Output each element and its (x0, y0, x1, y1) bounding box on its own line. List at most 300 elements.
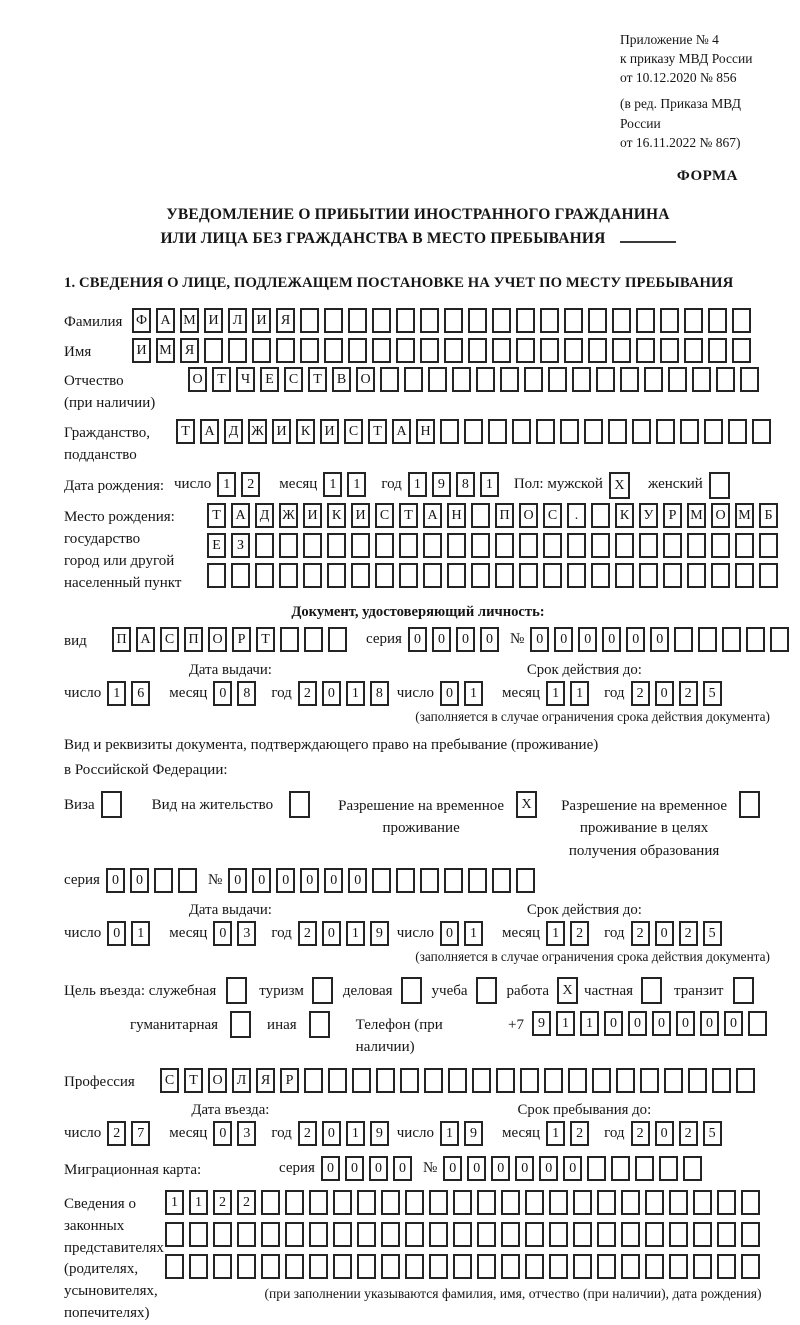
res-issue-month-boxes[interactable] (213, 921, 261, 946)
char-box[interactable]: Т (399, 503, 418, 528)
name-boxes[interactable] (132, 338, 756, 363)
char-box[interactable] (357, 1222, 376, 1247)
char-box[interactable]: 0 (578, 627, 597, 652)
char-box[interactable] (488, 419, 507, 444)
char-box[interactable]: 1 (217, 472, 236, 497)
char-box[interactable]: 0 (563, 1156, 582, 1181)
char-box[interactable] (492, 338, 511, 363)
male-checkbox[interactable] (609, 472, 630, 499)
char-box[interactable]: 8 (237, 681, 256, 706)
char-box[interactable] (261, 1190, 280, 1215)
char-box[interactable] (688, 1068, 707, 1093)
char-box[interactable] (351, 563, 370, 588)
char-box[interactable] (380, 367, 399, 392)
char-box[interactable]: Т (256, 627, 275, 652)
char-box[interactable] (231, 563, 250, 588)
char-box[interactable]: 9 (532, 1011, 551, 1036)
char-box[interactable] (659, 1156, 678, 1181)
char-box[interactable] (420, 338, 439, 363)
char-box[interactable] (568, 1068, 587, 1093)
purpose-official-checkbox[interactable] (226, 977, 247, 1004)
char-box[interactable]: 0 (655, 1121, 674, 1146)
char-box[interactable] (669, 1254, 688, 1279)
char-box[interactable] (693, 1190, 712, 1215)
char-box[interactable] (588, 308, 607, 333)
char-box[interactable] (500, 367, 519, 392)
doc-type-boxes[interactable] (112, 627, 352, 652)
char-box[interactable]: М (735, 503, 754, 528)
char-box[interactable] (285, 1254, 304, 1279)
birth-year-boxes[interactable] (408, 472, 504, 497)
char-box[interactable] (165, 1222, 184, 1247)
char-box[interactable] (101, 791, 122, 818)
char-box[interactable] (189, 1254, 208, 1279)
char-box[interactable] (280, 627, 299, 652)
mig-number-boxes[interactable] (443, 1156, 707, 1181)
char-box[interactable]: 1 (440, 1121, 459, 1146)
char-box[interactable] (213, 1222, 232, 1247)
char-box[interactable] (733, 977, 754, 1004)
char-box[interactable] (664, 1068, 683, 1093)
char-box[interactable] (501, 1190, 520, 1215)
char-box[interactable] (309, 1222, 328, 1247)
char-box[interactable]: 0 (276, 868, 295, 893)
char-box[interactable]: 0 (345, 1156, 364, 1181)
char-box[interactable]: А (136, 627, 155, 652)
id-number-boxes[interactable] (530, 627, 794, 652)
char-box[interactable] (516, 868, 535, 893)
char-box[interactable]: И (351, 503, 370, 528)
res-series-boxes[interactable] (106, 868, 202, 893)
char-box[interactable]: 2 (107, 1121, 126, 1146)
char-box[interactable]: 9 (464, 1121, 483, 1146)
char-box[interactable] (309, 1011, 330, 1038)
char-box[interactable]: Б (759, 503, 778, 528)
char-box[interactable]: Т (308, 367, 327, 392)
char-box[interactable] (759, 563, 778, 588)
char-box[interactable]: 0 (700, 1011, 719, 1036)
char-box[interactable]: 3 (237, 1121, 256, 1146)
char-box[interactable] (255, 563, 274, 588)
char-box[interactable]: 2 (570, 1121, 589, 1146)
char-box[interactable] (524, 367, 543, 392)
char-box[interactable] (237, 1222, 256, 1247)
char-box[interactable]: Н (447, 503, 466, 528)
char-box[interactable] (549, 1222, 568, 1247)
char-box[interactable] (645, 1190, 664, 1215)
char-box[interactable] (669, 1190, 688, 1215)
char-box[interactable] (405, 1222, 424, 1247)
id-valid-year-boxes[interactable] (631, 681, 727, 706)
char-box[interactable] (207, 563, 226, 588)
char-box[interactable] (645, 1222, 664, 1247)
char-box[interactable] (396, 868, 415, 893)
char-box[interactable] (405, 1190, 424, 1215)
char-box[interactable]: П (184, 627, 203, 652)
char-box[interactable] (741, 1222, 760, 1247)
char-box[interactable]: 1 (556, 1011, 575, 1036)
char-box[interactable] (396, 308, 415, 333)
char-box[interactable] (621, 1222, 640, 1247)
char-box[interactable]: 2 (631, 1121, 650, 1146)
char-box[interactable] (327, 533, 346, 558)
char-box[interactable]: 0 (252, 868, 271, 893)
char-box[interactable] (381, 1190, 400, 1215)
char-box[interactable] (709, 472, 730, 499)
char-box[interactable]: 1 (570, 681, 589, 706)
char-box[interactable]: 0 (652, 1011, 671, 1036)
char-box[interactable] (639, 563, 658, 588)
char-box[interactable] (468, 308, 487, 333)
char-box[interactable]: Р (663, 503, 682, 528)
char-box[interactable]: 2 (213, 1190, 232, 1215)
char-box[interactable] (770, 627, 789, 652)
char-box[interactable]: 0 (228, 868, 247, 893)
char-box[interactable]: 1 (546, 681, 565, 706)
legal-rep-row2[interactable] (165, 1222, 765, 1247)
char-box[interactable]: 0 (321, 1156, 340, 1181)
char-box[interactable]: Р (232, 627, 251, 652)
purpose-private-checkbox[interactable] (641, 977, 662, 1004)
char-box[interactable] (477, 1190, 496, 1215)
char-box[interactable]: 6 (131, 681, 150, 706)
char-box[interactable] (759, 533, 778, 558)
char-box[interactable]: X (609, 472, 630, 499)
char-box[interactable]: 0 (539, 1156, 558, 1181)
char-box[interactable] (663, 533, 682, 558)
birth-place-row3[interactable] (207, 563, 783, 588)
char-box[interactable]: Я (256, 1068, 275, 1093)
char-box[interactable] (640, 1068, 659, 1093)
char-box[interactable]: 8 (370, 681, 389, 706)
char-box[interactable] (309, 1190, 328, 1215)
char-box[interactable]: Т (176, 419, 195, 444)
char-box[interactable]: 0 (213, 921, 232, 946)
char-box[interactable]: 1 (346, 1121, 365, 1146)
char-box[interactable]: 0 (213, 681, 232, 706)
char-box[interactable] (573, 1222, 592, 1247)
char-box[interactable] (588, 338, 607, 363)
char-box[interactable] (656, 419, 675, 444)
char-box[interactable] (477, 1254, 496, 1279)
id-series-boxes[interactable] (408, 627, 504, 652)
char-box[interactable] (591, 503, 610, 528)
res-number-boxes[interactable] (228, 868, 540, 893)
char-box[interactable]: Я (276, 308, 295, 333)
char-box[interactable] (261, 1254, 280, 1279)
char-box[interactable]: 0 (650, 627, 669, 652)
char-box[interactable] (471, 503, 490, 528)
char-box[interactable]: Д (255, 503, 274, 528)
char-box[interactable] (476, 367, 495, 392)
purpose-other-checkbox[interactable] (309, 1011, 330, 1038)
char-box[interactable]: X (557, 977, 578, 1004)
char-box[interactable] (525, 1254, 544, 1279)
char-box[interactable] (746, 627, 765, 652)
char-box[interactable] (567, 563, 586, 588)
char-box[interactable]: 0 (655, 921, 674, 946)
char-box[interactable]: 1 (107, 681, 126, 706)
char-box[interactable] (324, 338, 343, 363)
char-box[interactable] (444, 338, 463, 363)
char-box[interactable] (348, 308, 367, 333)
char-box[interactable] (591, 533, 610, 558)
char-box[interactable] (669, 1222, 688, 1247)
char-box[interactable] (668, 367, 687, 392)
char-box[interactable] (189, 1222, 208, 1247)
id-issue-year-boxes[interactable] (298, 681, 394, 706)
char-box[interactable]: О (711, 503, 730, 528)
char-box[interactable]: А (231, 503, 250, 528)
char-box[interactable]: 8 (456, 472, 475, 497)
char-box[interactable] (429, 1190, 448, 1215)
char-box[interactable] (327, 563, 346, 588)
char-box[interactable]: 1 (346, 681, 365, 706)
char-box[interactable]: К (296, 419, 315, 444)
char-box[interactable]: К (327, 503, 346, 528)
char-box[interactable]: 2 (631, 921, 650, 946)
char-box[interactable] (587, 1156, 606, 1181)
char-box[interactable] (549, 1190, 568, 1215)
char-box[interactable] (357, 1190, 376, 1215)
char-box[interactable] (303, 563, 322, 588)
char-box[interactable]: Т (212, 367, 231, 392)
char-box[interactable]: Р (280, 1068, 299, 1093)
char-box[interactable] (660, 338, 679, 363)
char-box[interactable] (717, 1254, 736, 1279)
char-box[interactable]: 5 (703, 1121, 722, 1146)
char-box[interactable]: Ж (248, 419, 267, 444)
char-box[interactable] (632, 419, 651, 444)
entry-month-boxes[interactable] (213, 1121, 261, 1146)
char-box[interactable] (423, 563, 442, 588)
char-box[interactable]: Ч (236, 367, 255, 392)
char-box[interactable]: О (188, 367, 207, 392)
stay-day-boxes[interactable] (440, 1121, 488, 1146)
char-box[interactable] (351, 533, 370, 558)
char-box[interactable] (285, 1222, 304, 1247)
char-box[interactable] (448, 1068, 467, 1093)
char-box[interactable]: 1 (464, 921, 483, 946)
char-box[interactable] (304, 627, 323, 652)
char-box[interactable]: 0 (655, 681, 674, 706)
char-box[interactable] (621, 1190, 640, 1215)
char-box[interactable] (447, 533, 466, 558)
char-box[interactable] (591, 563, 610, 588)
char-box[interactable]: Н (416, 419, 435, 444)
char-box[interactable]: 2 (679, 921, 698, 946)
purpose-transit-checkbox[interactable] (733, 977, 754, 1004)
char-box[interactable] (717, 1190, 736, 1215)
char-box[interactable]: 1 (165, 1190, 184, 1215)
char-box[interactable] (444, 308, 463, 333)
char-box[interactable]: И (272, 419, 291, 444)
char-box[interactable]: С (160, 1068, 179, 1093)
stay-year-boxes[interactable] (631, 1121, 727, 1146)
char-box[interactable] (636, 338, 655, 363)
char-box[interactable]: 2 (241, 472, 260, 497)
char-box[interactable] (333, 1254, 352, 1279)
char-box[interactable] (304, 1068, 323, 1093)
char-box[interactable] (357, 1254, 376, 1279)
purpose-study-checkbox[interactable] (476, 977, 497, 1004)
char-box[interactable]: 0 (213, 1121, 232, 1146)
char-box[interactable] (252, 338, 271, 363)
char-box[interactable] (440, 419, 459, 444)
char-box[interactable]: . (567, 503, 586, 528)
char-box[interactable]: И (252, 308, 271, 333)
char-box[interactable] (401, 977, 422, 1004)
char-box[interactable] (752, 419, 771, 444)
char-box[interactable] (635, 1156, 654, 1181)
char-box[interactable] (452, 367, 471, 392)
char-box[interactable]: 1 (546, 1121, 565, 1146)
char-box[interactable]: 0 (322, 681, 341, 706)
char-box[interactable] (612, 308, 631, 333)
char-box[interactable] (324, 308, 343, 333)
char-box[interactable]: 0 (322, 921, 341, 946)
char-box[interactable] (597, 1222, 616, 1247)
char-box[interactable]: 0 (107, 921, 126, 946)
visa-checkbox[interactable] (101, 791, 122, 818)
mig-series-boxes[interactable] (321, 1156, 417, 1181)
char-box[interactable]: Л (232, 1068, 251, 1093)
char-box[interactable] (472, 1068, 491, 1093)
char-box[interactable] (693, 1222, 712, 1247)
char-box[interactable]: 0 (440, 681, 459, 706)
char-box[interactable]: 2 (631, 681, 650, 706)
char-box[interactable] (741, 1254, 760, 1279)
char-box[interactable]: Ф (132, 308, 151, 333)
char-box[interactable] (680, 419, 699, 444)
char-box[interactable]: С (375, 503, 394, 528)
char-box[interactable] (399, 563, 418, 588)
char-box[interactable]: 0 (554, 627, 573, 652)
char-box[interactable] (639, 533, 658, 558)
char-box[interactable]: 2 (237, 1190, 256, 1215)
female-checkbox[interactable] (709, 472, 730, 499)
entry-year-boxes[interactable] (298, 1121, 394, 1146)
purpose-tourism-checkbox[interactable] (312, 977, 333, 1004)
char-box[interactable]: 0 (300, 868, 319, 893)
char-box[interactable] (728, 419, 747, 444)
res-issue-day-boxes[interactable] (107, 921, 155, 946)
id-issue-day-boxes[interactable] (107, 681, 155, 706)
phone-boxes[interactable] (532, 1011, 772, 1036)
temp-residence-edu-checkbox[interactable] (739, 791, 760, 818)
char-box[interactable]: 0 (628, 1011, 647, 1036)
char-box[interactable] (328, 1068, 347, 1093)
char-box[interactable]: С (344, 419, 363, 444)
char-box[interactable] (348, 338, 367, 363)
char-box[interactable] (165, 1254, 184, 1279)
char-box[interactable] (608, 419, 627, 444)
char-box[interactable] (429, 1222, 448, 1247)
char-box[interactable]: У (639, 503, 658, 528)
res-valid-month-boxes[interactable] (546, 921, 594, 946)
char-box[interactable]: 9 (432, 472, 451, 497)
char-box[interactable]: Т (207, 503, 226, 528)
char-box[interactable]: И (204, 308, 223, 333)
char-box[interactable]: 5 (703, 681, 722, 706)
char-box[interactable]: О (208, 627, 227, 652)
char-box[interactable] (381, 1222, 400, 1247)
char-box[interactable] (447, 563, 466, 588)
char-box[interactable] (453, 1190, 472, 1215)
char-box[interactable] (572, 367, 591, 392)
char-box[interactable]: П (112, 627, 131, 652)
char-box[interactable] (722, 627, 741, 652)
char-box[interactable] (213, 1254, 232, 1279)
char-box[interactable] (309, 1254, 328, 1279)
char-box[interactable] (732, 338, 751, 363)
citizenship-boxes[interactable] (176, 419, 776, 444)
char-box[interactable]: 0 (324, 868, 343, 893)
char-box[interactable]: 0 (440, 921, 459, 946)
char-box[interactable] (732, 308, 751, 333)
char-box[interactable] (612, 338, 631, 363)
char-box[interactable] (597, 1254, 616, 1279)
patronymic-boxes[interactable] (188, 367, 764, 392)
id-valid-month-boxes[interactable] (546, 681, 594, 706)
char-box[interactable] (560, 419, 579, 444)
char-box[interactable] (300, 338, 319, 363)
char-box[interactable]: 0 (408, 627, 427, 652)
char-box[interactable] (684, 338, 703, 363)
res-valid-day-boxes[interactable] (440, 921, 488, 946)
char-box[interactable]: 1 (580, 1011, 599, 1036)
char-box[interactable] (178, 868, 197, 893)
char-box[interactable]: 2 (298, 921, 317, 946)
surname-boxes[interactable] (132, 308, 756, 333)
char-box[interactable]: Т (184, 1068, 203, 1093)
char-box[interactable]: 0 (480, 627, 499, 652)
char-box[interactable] (741, 1190, 760, 1215)
char-box[interactable]: 0 (130, 868, 149, 893)
char-box[interactable] (333, 1190, 352, 1215)
char-box[interactable] (423, 533, 442, 558)
char-box[interactable]: 0 (348, 868, 367, 893)
char-box[interactable] (736, 1068, 755, 1093)
char-box[interactable]: 1 (131, 921, 150, 946)
char-box[interactable] (154, 868, 173, 893)
char-box[interactable] (429, 1254, 448, 1279)
char-box[interactable] (516, 338, 535, 363)
char-box[interactable]: Я (180, 338, 199, 363)
char-box[interactable] (312, 977, 333, 1004)
purpose-business-checkbox[interactable] (401, 977, 422, 1004)
char-box[interactable]: 1 (346, 921, 365, 946)
char-box[interactable]: Е (260, 367, 279, 392)
char-box[interactable] (400, 1068, 419, 1093)
char-box[interactable] (645, 1254, 664, 1279)
char-box[interactable]: 2 (679, 1121, 698, 1146)
char-box[interactable] (471, 533, 490, 558)
char-box[interactable]: 0 (604, 1011, 623, 1036)
char-box[interactable] (276, 338, 295, 363)
temp-residence-checkbox[interactable] (516, 791, 537, 818)
char-box[interactable] (471, 563, 490, 588)
char-box[interactable] (226, 977, 247, 1004)
char-box[interactable]: А (156, 308, 175, 333)
char-box[interactable] (687, 533, 706, 558)
char-box[interactable] (616, 1068, 635, 1093)
char-box[interactable] (512, 419, 531, 444)
char-box[interactable] (375, 563, 394, 588)
char-box[interactable] (464, 419, 483, 444)
char-box[interactable] (376, 1068, 395, 1093)
char-box[interactable] (621, 1254, 640, 1279)
